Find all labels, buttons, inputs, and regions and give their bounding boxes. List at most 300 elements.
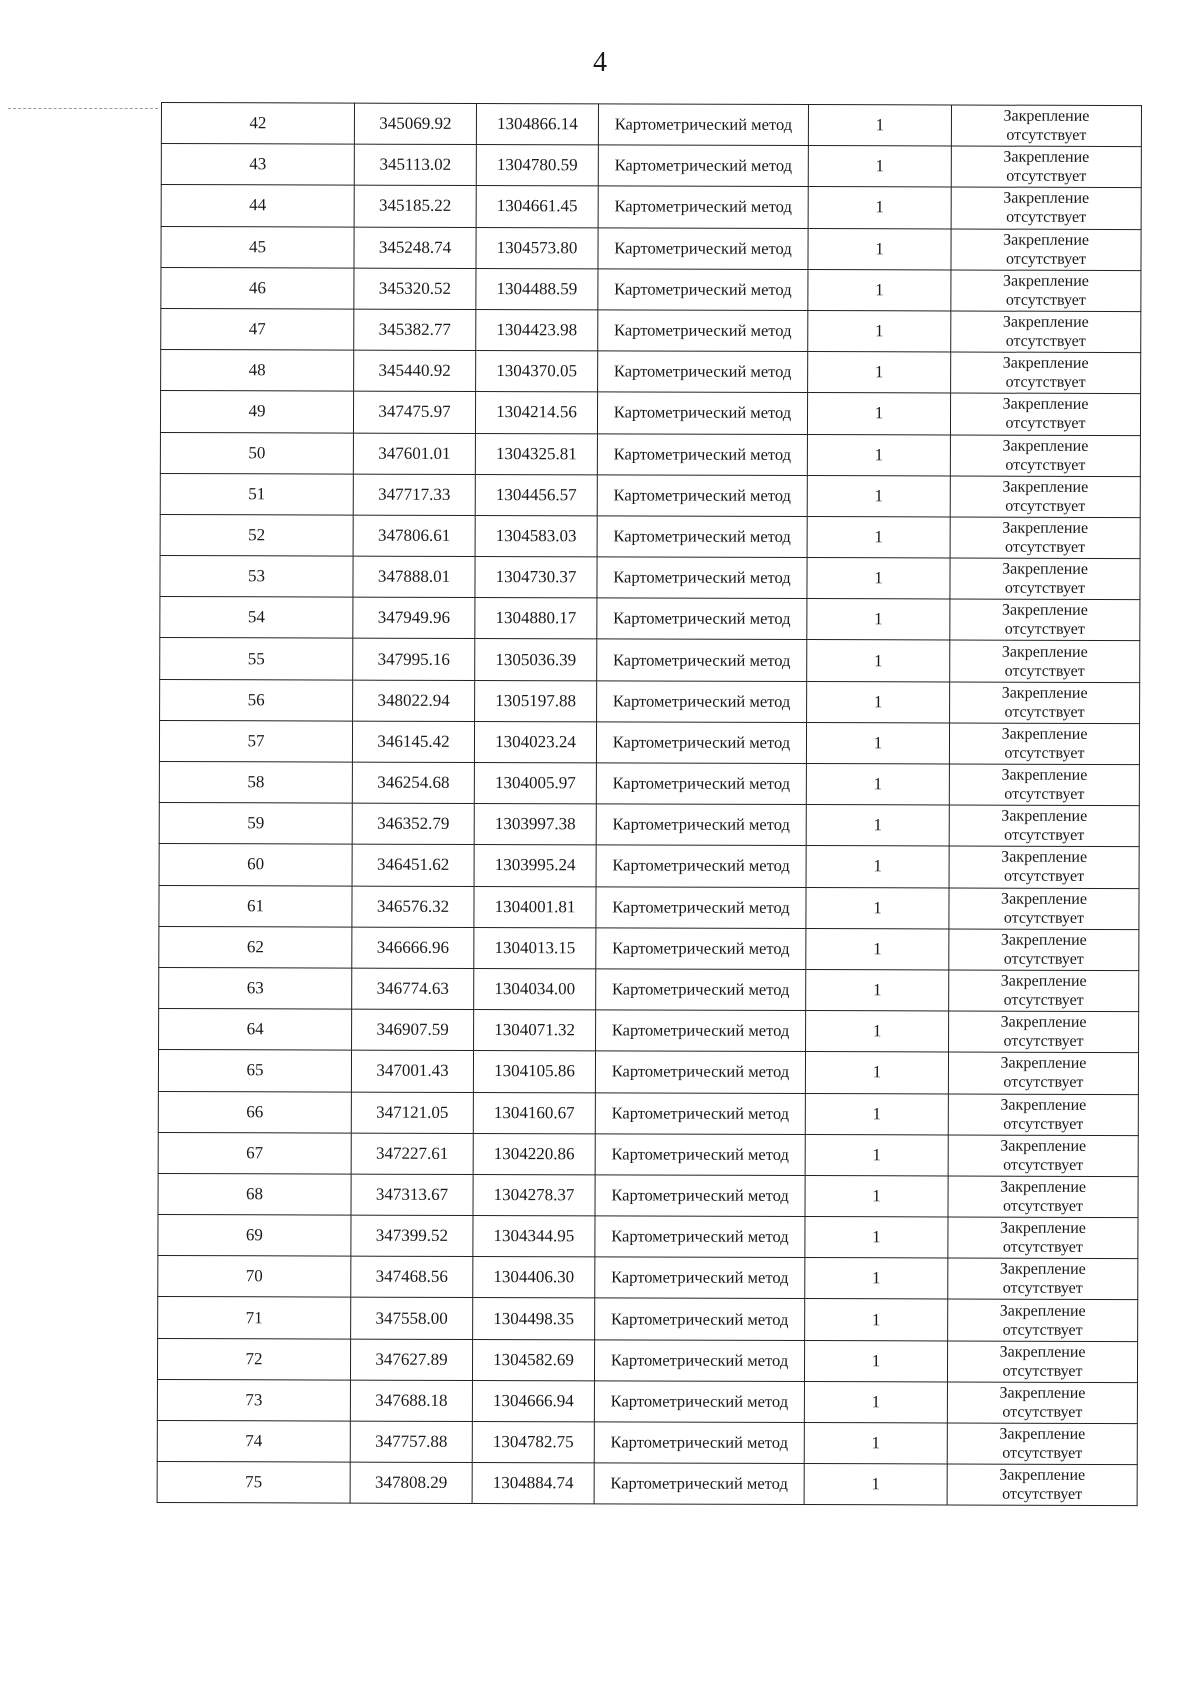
fixation-cell	[951, 270, 1141, 312]
table-row	[159, 967, 1139, 1011]
point-number-cell: 67	[158, 1132, 351, 1174]
fixation-line-1: Закрепление	[1000, 1178, 1087, 1196]
x-coordinate-cell: 346907.59	[352, 1009, 474, 1051]
fixation-line-2: отсутствует	[1005, 497, 1086, 515]
method-cell: Картометрический метод	[594, 1463, 804, 1505]
point-number-cell: 60	[159, 844, 352, 886]
fixation-line-2: отсутствует	[1003, 1115, 1084, 1133]
point-number-cell: 49	[160, 391, 353, 433]
table-row	[159, 761, 1139, 805]
point-number-cell: 48	[161, 350, 354, 392]
fixation-line-1: Закрепление	[999, 1425, 1086, 1444]
fixation-cell	[948, 1299, 1138, 1341]
fixation-line-1: Закрепление	[1000, 1055, 1087, 1073]
method-cell: Картометрический метод	[597, 680, 807, 722]
point-number-cell: 56	[160, 679, 353, 721]
fixation-line-1: Закрепление	[1003, 107, 1090, 126]
x-coordinate-cell: 347888.01	[353, 556, 475, 598]
point-number-cell: 62	[159, 926, 352, 968]
fixation-line-2: отсутствует	[1004, 785, 1085, 803]
fixation-line-1: Закрепление	[1001, 601, 1088, 620]
x-coordinate-cell: 348022.94	[353, 680, 475, 722]
fixation-line-1: Закрепление	[1001, 807, 1088, 826]
accuracy-cell: 1	[806, 969, 949, 1011]
fixation-line-1: Закрепление	[999, 1343, 1086, 1361]
fixation-line-2: отсутствует	[1005, 538, 1086, 556]
fixation-line-2: отсутствует	[1003, 1032, 1084, 1051]
fixation-line-2: отсутствует	[1002, 1279, 1083, 1298]
table-row	[159, 885, 1139, 929]
fixation-line-2: отсутствует	[1004, 620, 1085, 639]
table-row	[157, 1420, 1137, 1464]
fixation-line-2: отсутствует	[1005, 332, 1086, 350]
y-coordinate-cell: 1304370.05	[476, 351, 598, 393]
page-number: 4	[593, 47, 607, 78]
y-coordinate-cell: 1303997.38	[474, 804, 596, 846]
fixation-line-1: Закрепление	[1003, 190, 1090, 208]
fixation-cell	[949, 929, 1139, 971]
accuracy-cell: 1	[807, 393, 950, 435]
y-coordinate-cell: 1304780.59	[476, 145, 598, 187]
y-coordinate-cell: 1304220.86	[473, 1133, 595, 1175]
fixation-cell	[949, 846, 1139, 888]
y-coordinate-cell: 1304023.24	[474, 721, 596, 763]
x-coordinate-cell: 347475.97	[353, 391, 475, 433]
fixation-line-2: отсутствует	[1002, 1444, 1083, 1462]
method-cell: Картометрический метод	[597, 516, 807, 558]
accuracy-cell: 1	[808, 146, 951, 188]
accuracy-cell: 1	[807, 516, 950, 558]
fixation-cell	[948, 1176, 1138, 1218]
point-number-cell: 64	[159, 1009, 352, 1051]
fixation-line-2: отсутствует	[1006, 167, 1087, 186]
accuracy-cell: 1	[808, 228, 951, 270]
x-coordinate-cell: 347313.67	[351, 1174, 473, 1216]
x-coordinate-cell: 347808.29	[350, 1462, 472, 1504]
table-row	[161, 308, 1141, 352]
fixation-line-1: Закрепление	[1000, 931, 1087, 949]
accuracy-cell: 1	[807, 681, 950, 723]
y-coordinate-cell: 1304013.15	[474, 927, 596, 969]
point-number-cell: 58	[159, 761, 352, 803]
y-coordinate-cell: 1304034.00	[474, 968, 596, 1010]
accuracy-cell: 1	[808, 187, 951, 229]
fixation-cell	[950, 434, 1140, 476]
method-cell: Картометрический метод	[598, 227, 808, 269]
fixation-line-1: Закрепление	[1003, 148, 1090, 167]
x-coordinate-cell: 346576.32	[352, 886, 474, 928]
method-cell: Картометрический метод	[595, 1257, 805, 1299]
point-number-cell: 50	[160, 432, 353, 474]
accuracy-cell: 1	[808, 105, 951, 147]
point-number-cell: 45	[161, 226, 354, 268]
accuracy-cell: 1	[807, 640, 950, 682]
fixation-cell	[950, 640, 1140, 682]
method-cell: Картометрический метод	[595, 1216, 805, 1258]
x-coordinate-cell: 346145.42	[352, 721, 474, 763]
fixation-cell	[951, 187, 1141, 229]
accuracy-cell: 1	[806, 887, 949, 929]
method-cell: Картометрический метод	[594, 1381, 804, 1423]
table-row	[160, 473, 1140, 517]
fixation-line-1: Закрепление	[1003, 231, 1090, 249]
fixation-line-2: отсутствует	[1004, 826, 1085, 845]
fixation-cell	[949, 970, 1139, 1012]
point-number-cell: 61	[159, 885, 352, 927]
x-coordinate-cell: 347757.88	[350, 1421, 472, 1463]
fixation-line-2: отсутствует	[1003, 950, 1084, 968]
table-row	[160, 597, 1140, 641]
y-coordinate-cell: 1304071.32	[474, 1010, 596, 1052]
method-cell: Картометрический метод	[595, 1175, 805, 1217]
x-coordinate-cell: 347627.89	[350, 1339, 472, 1381]
fixation-line-2: отсутствует	[1002, 1238, 1083, 1257]
fixation-line-2: отсутствует	[1003, 1074, 1084, 1092]
accuracy-cell: 1	[806, 928, 949, 970]
accuracy-cell: 1	[805, 1052, 948, 1094]
x-coordinate-cell: 347227.61	[351, 1133, 473, 1175]
x-coordinate-cell: 347121.05	[351, 1092, 473, 1134]
fixation-cell	[950, 393, 1140, 435]
y-coordinate-cell: 1304661.45	[476, 186, 598, 228]
accuracy-cell: 1	[808, 310, 951, 352]
table-row	[157, 1379, 1137, 1423]
point-number-cell: 55	[160, 638, 353, 680]
fixation-line-1: Закрепление	[1001, 849, 1088, 867]
x-coordinate-cell: 345069.92	[354, 103, 476, 145]
method-cell: Картометрический метод	[597, 598, 807, 640]
point-number-cell: 70	[158, 1256, 351, 1298]
fixation-cell	[950, 599, 1140, 641]
method-cell: Картометрический метод	[594, 1339, 804, 1381]
fixation-line-1: Закрепление	[1002, 519, 1089, 537]
accuracy-cell: 1	[804, 1464, 947, 1506]
accuracy-cell: 1	[807, 558, 950, 600]
accuracy-cell: 1	[805, 1217, 948, 1259]
fixation-line-1: Закрепление	[1001, 684, 1088, 702]
point-number-cell: 51	[160, 473, 353, 515]
accuracy-cell: 1	[804, 1381, 947, 1423]
fixation-cell	[947, 1423, 1137, 1465]
method-cell: Картометрический метод	[598, 104, 808, 146]
coordinates-table	[157, 102, 1142, 1506]
x-coordinate-cell: 346451.62	[352, 844, 474, 886]
y-coordinate-cell: 1304498.35	[473, 1298, 595, 1340]
fixation-line-1: Закрепление	[1000, 1013, 1087, 1032]
accuracy-cell: 1	[805, 1175, 948, 1217]
fixation-line-1: Закрепление	[999, 1260, 1086, 1279]
y-coordinate-cell: 1304325.81	[475, 433, 597, 475]
fixation-line-2: отсутствует	[1004, 703, 1085, 721]
fixation-cell	[951, 311, 1141, 353]
x-coordinate-cell: 347468.56	[351, 1256, 473, 1298]
point-number-cell: 74	[157, 1420, 350, 1462]
point-number-cell: 68	[158, 1173, 351, 1215]
fixation-cell	[949, 805, 1139, 847]
y-coordinate-cell: 1305197.88	[475, 680, 597, 722]
method-cell: Картометрический метод	[598, 145, 808, 187]
table-row	[157, 1338, 1137, 1382]
fixation-cell	[949, 1011, 1139, 1053]
fixation-line-1: Закрепление	[1000, 1137, 1087, 1155]
y-coordinate-cell: 1304880.17	[475, 598, 597, 640]
y-coordinate-cell: 1304214.56	[475, 392, 597, 434]
method-cell: Картометрический метод	[596, 804, 806, 846]
method-cell: Картометрический метод	[595, 1134, 805, 1176]
fixation-cell	[949, 723, 1139, 765]
y-coordinate-cell: 1305036.39	[475, 639, 597, 681]
fixation-line-2: отсутствует	[1005, 415, 1086, 433]
table-row	[160, 514, 1140, 558]
method-cell: Картометрический метод	[596, 763, 806, 805]
table-row	[158, 1297, 1138, 1341]
fixation-line-2: отсутствует	[1006, 209, 1087, 227]
table-row	[158, 1132, 1138, 1176]
method-cell: Картометрический метод	[595, 1051, 805, 1093]
point-number-cell: 47	[161, 308, 354, 350]
method-cell: Картометрический метод	[598, 310, 808, 352]
y-coordinate-cell: 1304488.59	[476, 268, 598, 310]
table-row	[159, 720, 1139, 764]
fixation-line-2: отсутствует	[1004, 579, 1086, 598]
y-coordinate-cell: 1304866.14	[476, 103, 598, 145]
y-coordinate-cell: 1304583.03	[475, 515, 597, 557]
y-coordinate-cell: 1304001.81	[474, 886, 596, 928]
fixation-line-2: отсутствует	[1004, 868, 1085, 886]
fixation-line-2: отсутствует	[1002, 1321, 1083, 1339]
y-coordinate-cell: 1303995.24	[474, 845, 596, 887]
fixation-line-1: Закрепление	[1002, 272, 1089, 290]
method-cell: Картометрический метод	[596, 969, 806, 1011]
point-number-cell: 53	[160, 556, 353, 598]
fixation-cell	[948, 1258, 1138, 1300]
method-cell: Картометрический метод	[598, 269, 808, 311]
table-row	[158, 1091, 1138, 1135]
accuracy-cell: 1	[807, 434, 950, 476]
method-cell: Картометрический метод	[595, 1092, 805, 1134]
point-number-cell: 66	[158, 1091, 351, 1133]
fixation-line-1: Закрепление	[999, 1466, 1086, 1485]
fixation-cell	[950, 476, 1140, 518]
x-coordinate-cell: 346666.96	[352, 927, 474, 969]
table-row	[158, 1215, 1138, 1259]
x-coordinate-cell: 345382.77	[354, 309, 476, 351]
accuracy-cell: 1	[805, 1258, 948, 1300]
x-coordinate-cell: 347399.52	[351, 1215, 473, 1257]
table-row	[160, 432, 1140, 476]
x-coordinate-cell: 345185.22	[354, 185, 476, 227]
point-number-cell: 72	[157, 1338, 350, 1380]
method-cell: Картометрический метод	[597, 557, 807, 599]
y-coordinate-cell: 1304406.30	[473, 1257, 595, 1299]
fixation-cell	[947, 1341, 1137, 1383]
point-number-cell: 59	[159, 803, 352, 845]
table-row	[161, 226, 1141, 270]
fixation-line-1: Закрепление	[1002, 354, 1089, 373]
accuracy-cell: 1	[805, 1299, 948, 1341]
table-row	[159, 1009, 1139, 1053]
fixation-cell	[949, 888, 1139, 930]
x-coordinate-cell: 347806.61	[353, 515, 475, 557]
fixation-cell	[951, 105, 1141, 147]
method-cell: Картометрический метод	[597, 392, 807, 434]
y-coordinate-cell: 1304160.67	[473, 1092, 595, 1134]
point-number-cell: 63	[159, 967, 352, 1009]
accuracy-cell: 1	[805, 1134, 948, 1176]
table-row	[161, 103, 1141, 147]
fixation-line-1: Закрепление	[999, 1384, 1086, 1402]
x-coordinate-cell: 347001.43	[351, 1050, 473, 1092]
point-number-cell: 71	[158, 1297, 351, 1339]
x-coordinate-cell: 345440.92	[354, 350, 476, 392]
accuracy-cell: 1	[806, 805, 949, 847]
y-coordinate-cell: 1304423.98	[476, 309, 598, 351]
method-cell: Картометрический метод	[598, 351, 808, 393]
table-row	[159, 844, 1139, 888]
fixation-cell	[948, 1093, 1138, 1135]
method-cell: Картометрический метод	[598, 186, 808, 228]
fixation-line-2: отсутствует	[1003, 909, 1084, 927]
point-number-cell: 46	[161, 267, 354, 309]
fixation-line-2: отсутствует	[1002, 1362, 1083, 1380]
y-coordinate-cell: 1304005.97	[474, 762, 596, 804]
y-coordinate-cell: 1304456.57	[475, 474, 597, 516]
accuracy-cell: 1	[807, 599, 950, 641]
point-number-cell: 73	[157, 1379, 350, 1421]
y-coordinate-cell: 1304105.86	[473, 1051, 595, 1093]
table-row	[160, 679, 1140, 723]
fixation-line-1: Закрепление	[1002, 560, 1088, 579]
point-number-cell: 43	[161, 144, 354, 186]
method-cell: Картометрический метод	[594, 1422, 804, 1464]
point-number-cell: 52	[160, 514, 353, 556]
fixation-line-1: Закрепление	[1002, 396, 1089, 414]
table-row	[160, 391, 1140, 435]
fixation-cell	[950, 517, 1140, 559]
method-cell: Картометрический метод	[596, 928, 806, 970]
method-cell: Картометрический метод	[597, 475, 807, 517]
fixation-line-2: отсутствует	[1003, 1156, 1084, 1174]
fixation-line-2: отсутствует	[1004, 662, 1085, 680]
fixation-line-2: отсутствует	[1005, 291, 1086, 309]
fixation-line-2: отсутствует	[1002, 1485, 1083, 1504]
method-cell: Картометрический метод	[596, 886, 806, 928]
x-coordinate-cell: 346774.63	[352, 968, 474, 1010]
fixation-cell	[947, 1382, 1137, 1424]
y-coordinate-cell: 1304582.69	[472, 1339, 594, 1381]
point-number-cell: 54	[160, 597, 353, 639]
fixation-cell	[949, 764, 1139, 806]
fixation-cell	[950, 682, 1140, 724]
coordinates-table-body	[157, 103, 1141, 1506]
accuracy-cell: 1	[808, 352, 951, 394]
table-row	[160, 638, 1140, 682]
fixation-line-2: отсутствует	[1005, 250, 1087, 268]
accuracy-cell: 1	[806, 846, 949, 888]
fixation-line-1: Закрепление	[1000, 1096, 1087, 1114]
fixation-cell	[947, 1464, 1137, 1506]
fixation-cell	[951, 146, 1141, 188]
scan-artifact-line	[8, 108, 158, 109]
table-row	[158, 1050, 1138, 1094]
fixation-line-2: отсутствует	[1002, 1403, 1083, 1421]
table-row	[158, 1173, 1138, 1217]
accuracy-cell: 1	[807, 475, 950, 517]
x-coordinate-cell: 347688.18	[350, 1380, 472, 1422]
fixation-line-1: Закрепление	[1000, 972, 1087, 990]
fixation-line-2: отсутствует	[1004, 744, 1085, 762]
fixation-cell	[951, 229, 1141, 271]
fixation-line-1: Закрепление	[1001, 890, 1087, 908]
fixation-cell	[948, 1135, 1138, 1177]
fixation-line-1: Закрепление	[999, 1302, 1086, 1320]
method-cell: Картометрический метод	[596, 1010, 806, 1052]
point-number-cell: 57	[159, 720, 352, 762]
accuracy-cell: 1	[804, 1423, 947, 1465]
fixation-line-1: Закрепление	[1001, 643, 1088, 661]
table-row	[159, 803, 1139, 847]
table-row	[161, 144, 1141, 188]
fixation-cell	[951, 352, 1141, 394]
fixation-line-2: отсутствует	[1005, 373, 1086, 392]
fixation-cell	[950, 558, 1140, 600]
coordinates-table-container	[157, 102, 1141, 1506]
point-number-cell: 65	[158, 1050, 351, 1092]
method-cell: Картометрический метод	[596, 722, 806, 764]
point-number-cell: 42	[161, 103, 354, 145]
x-coordinate-cell: 346254.68	[352, 762, 474, 804]
fixation-cell	[948, 1217, 1138, 1259]
table-row	[157, 1462, 1137, 1506]
x-coordinate-cell: 345248.74	[354, 227, 476, 269]
y-coordinate-cell: 1304884.74	[472, 1463, 594, 1505]
x-coordinate-cell: 347558.00	[351, 1298, 473, 1340]
fixation-line-2: отсутствует	[1005, 456, 1086, 474]
table-row	[160, 556, 1140, 600]
point-number-cell: 75	[157, 1462, 350, 1504]
x-coordinate-cell: 345113.02	[354, 144, 476, 186]
y-coordinate-cell: 1304666.94	[472, 1380, 594, 1422]
method-cell: Картометрический метод	[596, 845, 806, 887]
point-number-cell: 69	[158, 1215, 351, 1257]
table-row	[161, 350, 1141, 394]
accuracy-cell: 1	[806, 722, 949, 764]
method-cell: Картометрический метод	[597, 639, 807, 681]
method-cell: Картометрический метод	[595, 1298, 805, 1340]
accuracy-cell: 1	[808, 269, 951, 311]
accuracy-cell: 1	[806, 764, 949, 806]
fixation-line-1: Закрепление	[1002, 313, 1089, 331]
fixation-line-1: Закрепление	[1002, 478, 1089, 496]
accuracy-cell: 1	[806, 1011, 949, 1053]
y-coordinate-cell: 1304344.95	[473, 1216, 595, 1258]
fixation-line-2: отсутствует	[1006, 126, 1087, 145]
table-row	[161, 267, 1141, 311]
x-coordinate-cell: 347717.33	[353, 474, 475, 516]
table-row	[158, 1256, 1138, 1300]
table-row	[161, 185, 1141, 229]
fixation-line-1: Закрепление	[1000, 1219, 1086, 1238]
point-number-cell: 44	[161, 185, 354, 227]
y-coordinate-cell: 1304573.80	[476, 227, 598, 269]
table-row	[159, 926, 1139, 970]
accuracy-cell: 1	[805, 1093, 948, 1135]
x-coordinate-cell: 346352.79	[352, 803, 474, 845]
y-coordinate-cell: 1304278.37	[473, 1174, 595, 1216]
fixation-line-2: отсутствует	[1002, 1197, 1084, 1215]
accuracy-cell: 1	[804, 1340, 947, 1382]
x-coordinate-cell: 347601.01	[353, 433, 475, 475]
